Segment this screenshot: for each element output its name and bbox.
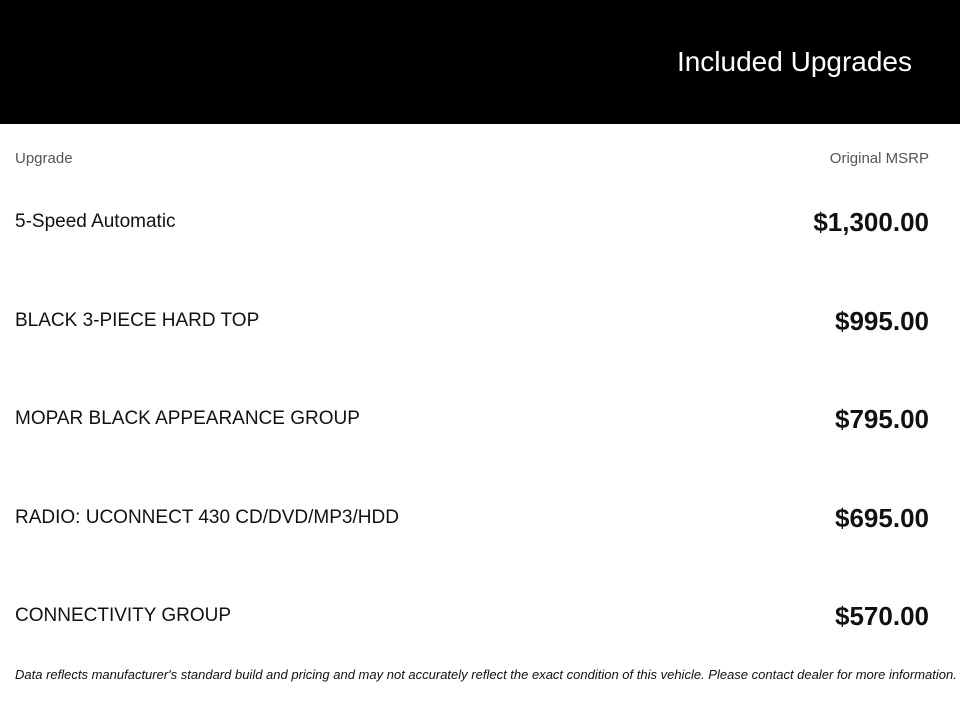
header-bar — [0, 0, 960, 124]
upgrade-name: CONNECTIVITY GROUP — [15, 605, 232, 626]
upgrade-name: MOPAR BLACK APPEARANCE GROUP — [15, 408, 360, 429]
upgrade-name: RADIO: UCONNECT 430 CD/DVD/MP3/HDD — [15, 507, 399, 528]
column-header-msrp: Original MSRP — [829, 150, 929, 167]
column-headers — [15, 150, 929, 170]
upgrade-price: $1,300.00 — [813, 206, 929, 237]
table-row — [15, 399, 929, 439]
table-row — [15, 301, 929, 341]
table-row — [15, 596, 929, 636]
upgrade-price: $795.00 — [835, 403, 929, 434]
upgrade-name: 5-Speed Automatic — [15, 211, 176, 232]
column-header-upgrade: Upgrade — [15, 150, 73, 167]
table-row — [15, 498, 929, 538]
table-row — [15, 202, 929, 242]
disclaimer-text: Data reflects manufacturer's standard build and pricing and may not accurately reflect the exact condition of this vehicle. Please contact dealer for more information. — [15, 667, 957, 682]
upgrade-price: $570.00 — [835, 600, 929, 631]
page-title: Included Upgrades — [676, 46, 912, 77]
upgrade-price: $695.00 — [835, 502, 929, 533]
upgrade-name: BLACK 3-PIECE HARD TOP — [15, 310, 260, 331]
upgrade-price: $995.00 — [835, 305, 929, 336]
